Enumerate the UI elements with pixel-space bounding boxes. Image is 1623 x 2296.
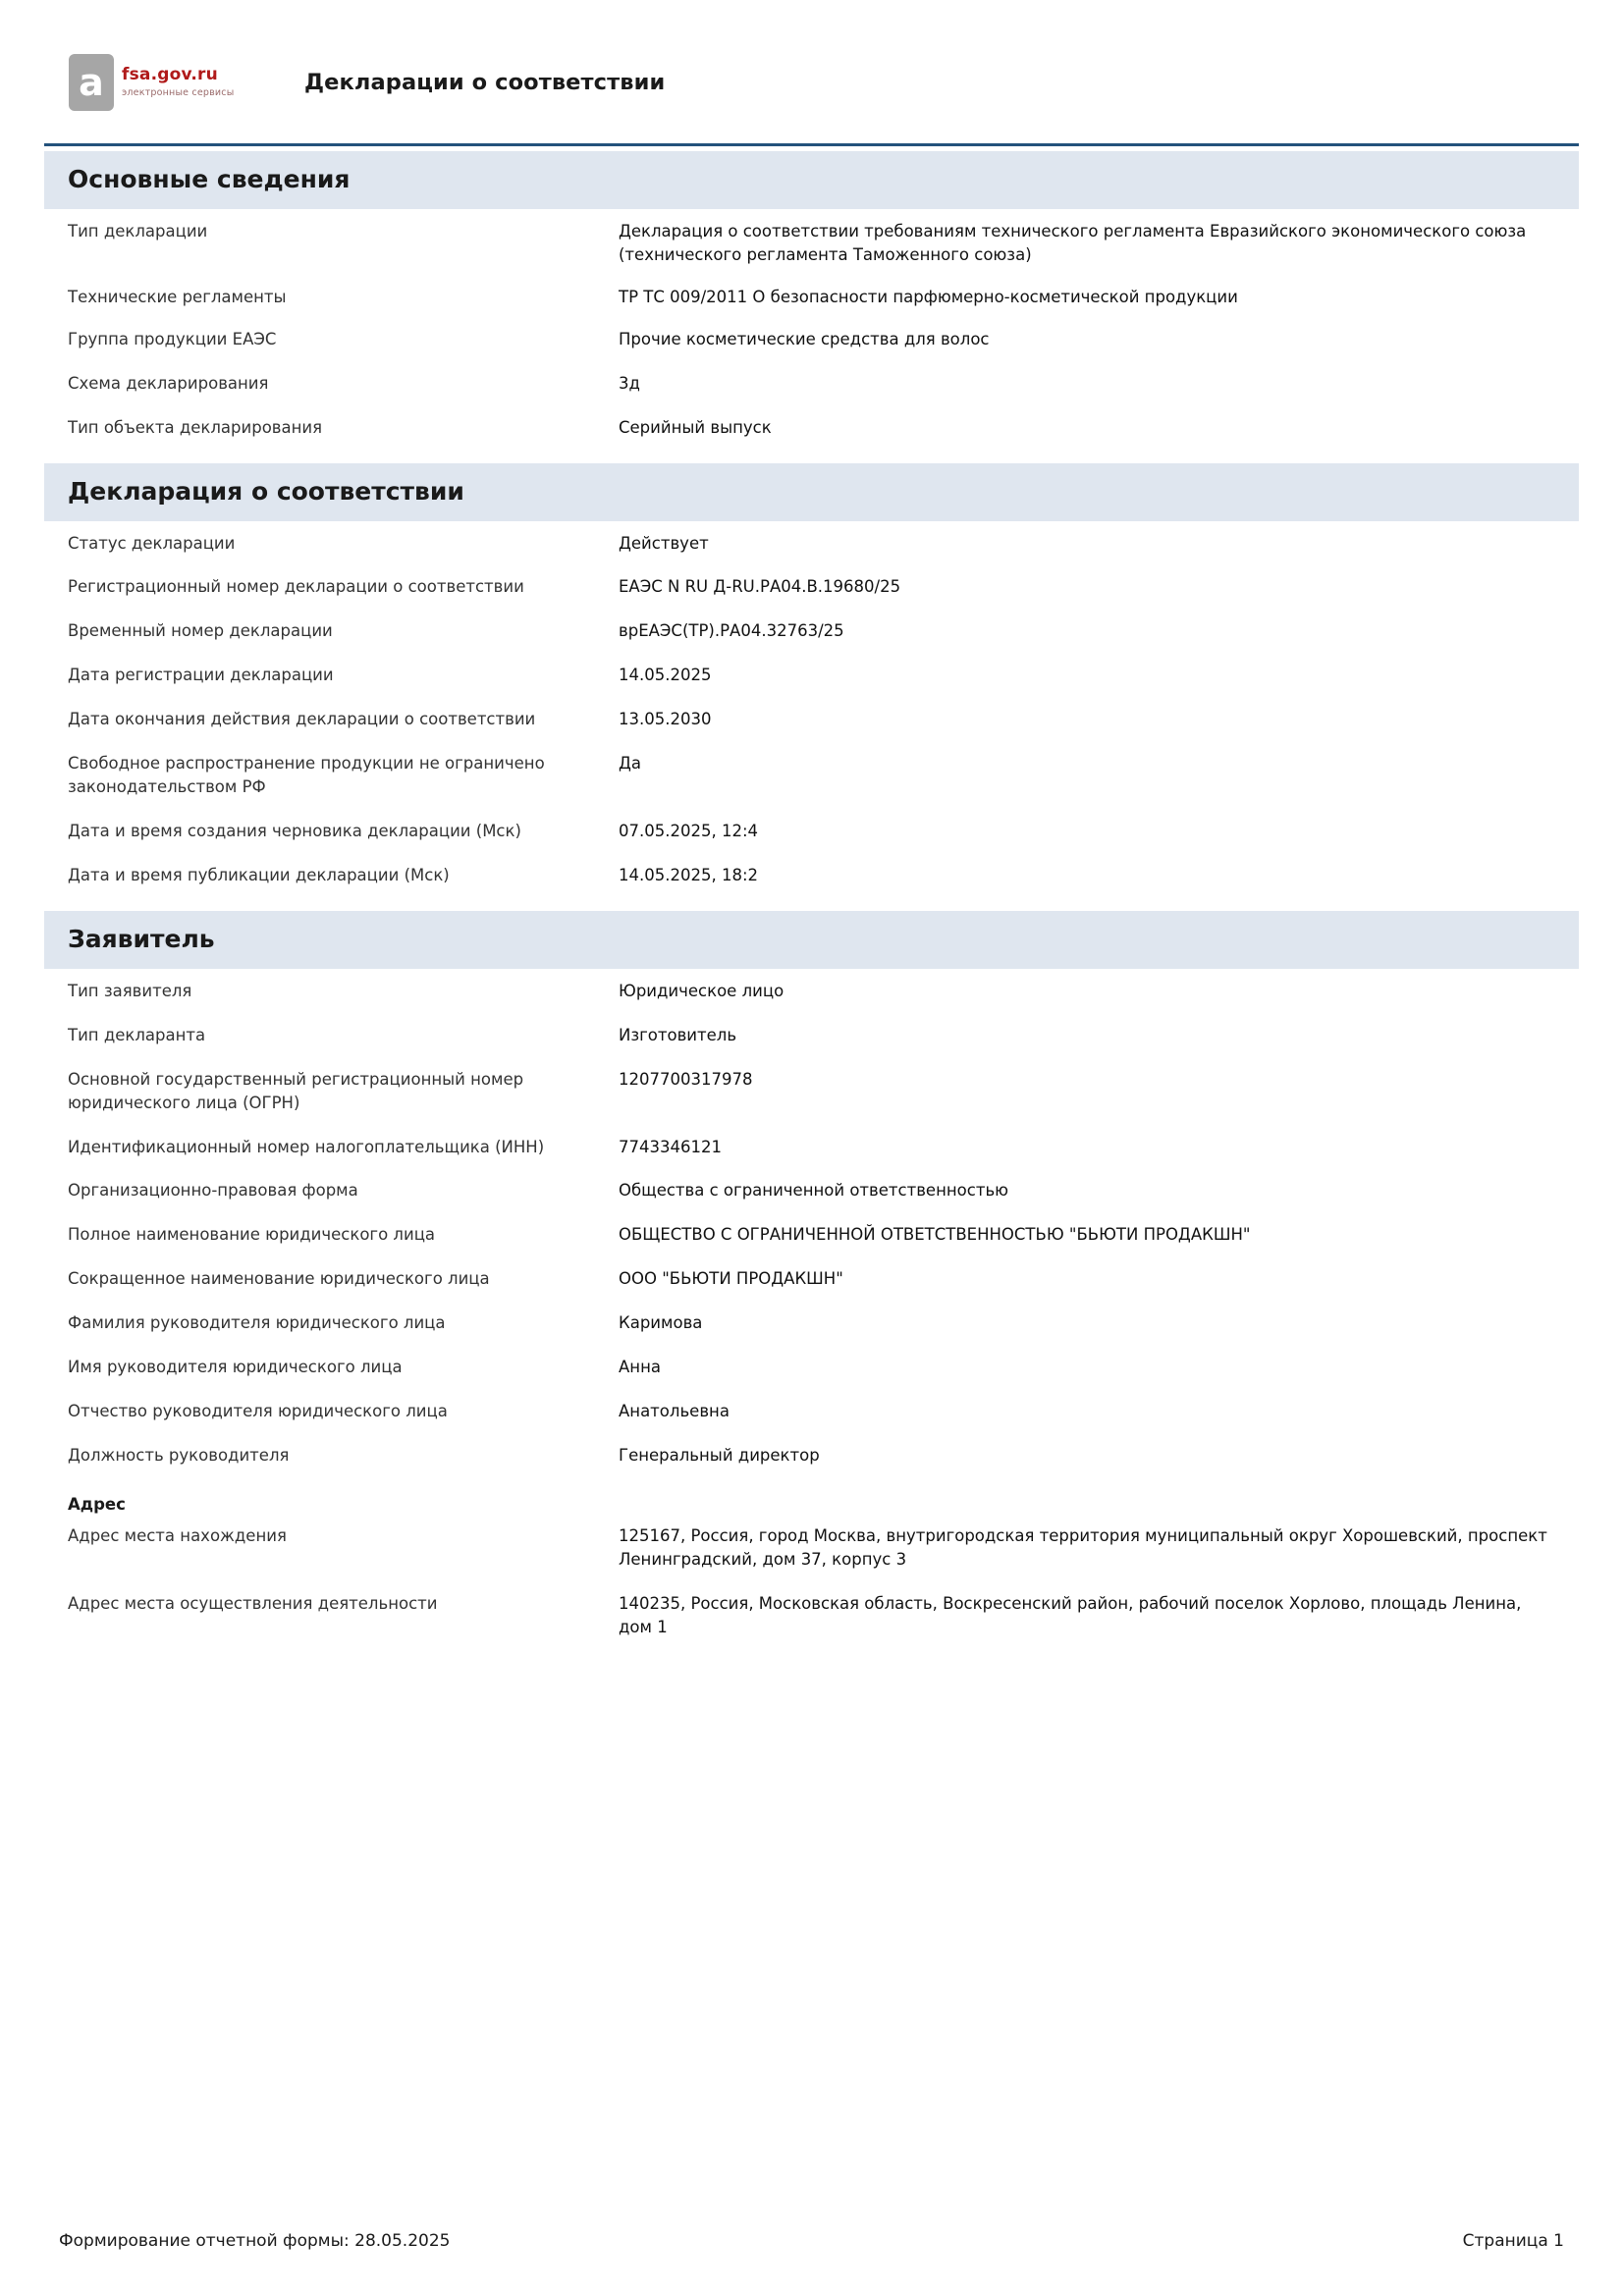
- row-value: Прочие косметические средства для волос: [619, 329, 990, 348]
- logo-domain-text: fsa.gov.ru: [122, 65, 218, 85]
- row-value: ТР ТС 009/2011 О безопасности парфюмерно-косметической продукции: [619, 287, 1238, 306]
- table-row: [44, 1256, 1579, 1301]
- row-value: 125167, Россия, город Москва, внутригородская территория муниципальный округ Хорошевский, проспект Ленинградский, дом 37, корпус 3: [619, 1525, 1547, 1569]
- row-label: Группа продукции ЕАЭС: [68, 329, 277, 348]
- row-label: Статус декларации: [68, 533, 236, 553]
- row-label: Свободное распространение продукции не ограничено законодательством РФ: [68, 754, 545, 797]
- table-row: [44, 405, 1579, 450]
- table-row: [44, 697, 1579, 741]
- section-rows-address: [44, 1514, 1579, 1649]
- logo-tagline-text: электронные сервисы: [122, 86, 235, 98]
- page-title: Декларации о соответствии: [304, 70, 666, 95]
- table-row: [44, 521, 1579, 565]
- row-value: Серийный выпуск: [619, 417, 772, 437]
- row-label: Временный номер декларации: [68, 621, 333, 641]
- row-value: ОБЩЕСТВО С ОГРАНИЧЕННОЙ ОТВЕТСТВЕННОСТЬЮ "БЬЮТИ ПРОДАКШН": [619, 1225, 1251, 1245]
- row-label: Сокращенное наименование юридического лица: [68, 1269, 490, 1289]
- table-row: [44, 317, 1579, 361]
- row-value: ЕАЭС N RU Д-RU.РА04.В.19680/25: [619, 577, 901, 597]
- row-value: Да: [619, 754, 642, 774]
- row-label: Регистрационный номер декларации о соответствии: [68, 577, 524, 597]
- table-row: [44, 809, 1579, 853]
- row-value: Каримова: [619, 1313, 703, 1333]
- row-label: Полное наименование юридического лица: [68, 1225, 436, 1245]
- table-row: [44, 741, 1579, 809]
- footer-page-number: Страница 1: [1462, 2231, 1564, 2251]
- table-row: [44, 853, 1579, 897]
- table-row: [44, 209, 1579, 277]
- row-label: Организационно-правовая форма: [68, 1181, 358, 1201]
- row-value: Генеральный директор: [619, 1445, 820, 1465]
- row-value: врЕАЭС(ТР).РА04.32763/25: [619, 621, 844, 641]
- table-row: [44, 1345, 1579, 1389]
- table-row: [44, 1389, 1579, 1433]
- row-label: Дата и время публикации декларации (Мск): [68, 865, 450, 884]
- table-row: [44, 1057, 1579, 1125]
- logo-mark-icon: a: [69, 54, 114, 111]
- section-rows-applicant: [44, 969, 1579, 1477]
- logo-text: [122, 66, 234, 98]
- document-footer: [0, 2231, 1623, 2251]
- section-header-applicant: [44, 911, 1579, 969]
- row-value: 14.05.2025: [619, 666, 712, 685]
- row-label: Тип объекта декларирования: [68, 417, 323, 437]
- table-row: [44, 1013, 1579, 1057]
- row-label: Идентификационный номер налогоплательщика (ИНН): [68, 1137, 545, 1156]
- fsa-logo: [69, 54, 255, 111]
- row-value: Общества с ограниченной ответственностью: [619, 1181, 1009, 1201]
- table-row: [44, 609, 1579, 653]
- table-row: [44, 653, 1579, 697]
- section-rows-declaration: [44, 521, 1579, 897]
- table-row: [44, 1125, 1579, 1169]
- row-label: Основной государственный регистрационный номер юридического лица (ОГРН): [68, 1069, 524, 1112]
- row-value: Изготовитель: [619, 1025, 737, 1044]
- row-value: 3д: [619, 373, 640, 393]
- table-row: [44, 564, 1579, 609]
- row-value: 7743346121: [619, 1137, 722, 1156]
- row-value: Анатольевна: [619, 1402, 730, 1421]
- row-value: ООО "БЬЮТИ ПРОДАКШН": [619, 1269, 843, 1289]
- table-row: [44, 1514, 1579, 1581]
- row-label: Фамилия руководителя юридического лица: [68, 1313, 446, 1333]
- row-label: Тип декларанта: [68, 1025, 206, 1044]
- table-row: [44, 1581, 1579, 1649]
- table-row: [44, 969, 1579, 1013]
- row-label: Имя руководителя юридического лица: [68, 1358, 403, 1377]
- row-label: Дата окончания действия декларации о соответствии: [68, 710, 536, 729]
- table-row: [44, 1212, 1579, 1256]
- row-value: Юридическое лицо: [619, 981, 784, 1000]
- row-value: Анна: [619, 1358, 661, 1377]
- row-value: 140235, Россия, Московская область, Воскресенский район, рабочий поселок Хорлово, площадь Ленина, дом 1: [619, 1593, 1522, 1636]
- section-title: Декларация о соответствии: [68, 476, 464, 506]
- row-label: Тип заявителя: [68, 981, 192, 1000]
- row-value: Действует: [619, 533, 709, 553]
- row-value: 13.05.2030: [619, 710, 712, 729]
- row-value: Декларация о соответствии требованиям технического регламента Евразийского экономического союза (технического регламента Таможенного союза): [619, 222, 1527, 264]
- section-header-main-info: [44, 151, 1579, 209]
- row-label: Дата регистрации декларации: [68, 666, 334, 685]
- table-row: [44, 277, 1579, 317]
- table-row: [44, 1301, 1579, 1345]
- footer-generation-date: Формирование отчетной формы: 28.05.2025: [59, 2231, 451, 2251]
- row-label: Должность руководителя: [68, 1445, 290, 1465]
- section-title: Заявитель: [68, 924, 215, 953]
- document-header: [0, 0, 1623, 111]
- section-rows-main-info: [44, 209, 1579, 450]
- row-label: Дата и время создания черновика декларации (Мск): [68, 821, 521, 840]
- table-row: [44, 1168, 1579, 1212]
- subsection-title-address: Адрес: [68, 1494, 126, 1514]
- row-value: 07.05.2025, 12:4: [619, 821, 759, 840]
- table-row: [44, 361, 1579, 405]
- header-divider: [44, 143, 1579, 146]
- section-header-declaration: [44, 463, 1579, 521]
- row-label: Схема декларирования: [68, 373, 269, 393]
- row-label: Тип декларации: [68, 222, 208, 240]
- row-label: Технические регламенты: [68, 287, 287, 306]
- row-label: Отчество руководителя юридического лица: [68, 1402, 448, 1421]
- section-title: Основные сведения: [68, 165, 351, 193]
- table-row: [44, 1433, 1579, 1477]
- row-value: 1207700317978: [619, 1069, 753, 1089]
- row-label: Адрес места нахождения: [68, 1525, 287, 1545]
- row-value: 14.05.2025, 18:2: [619, 865, 759, 884]
- row-label: Адрес места осуществления деятельности: [68, 1593, 438, 1613]
